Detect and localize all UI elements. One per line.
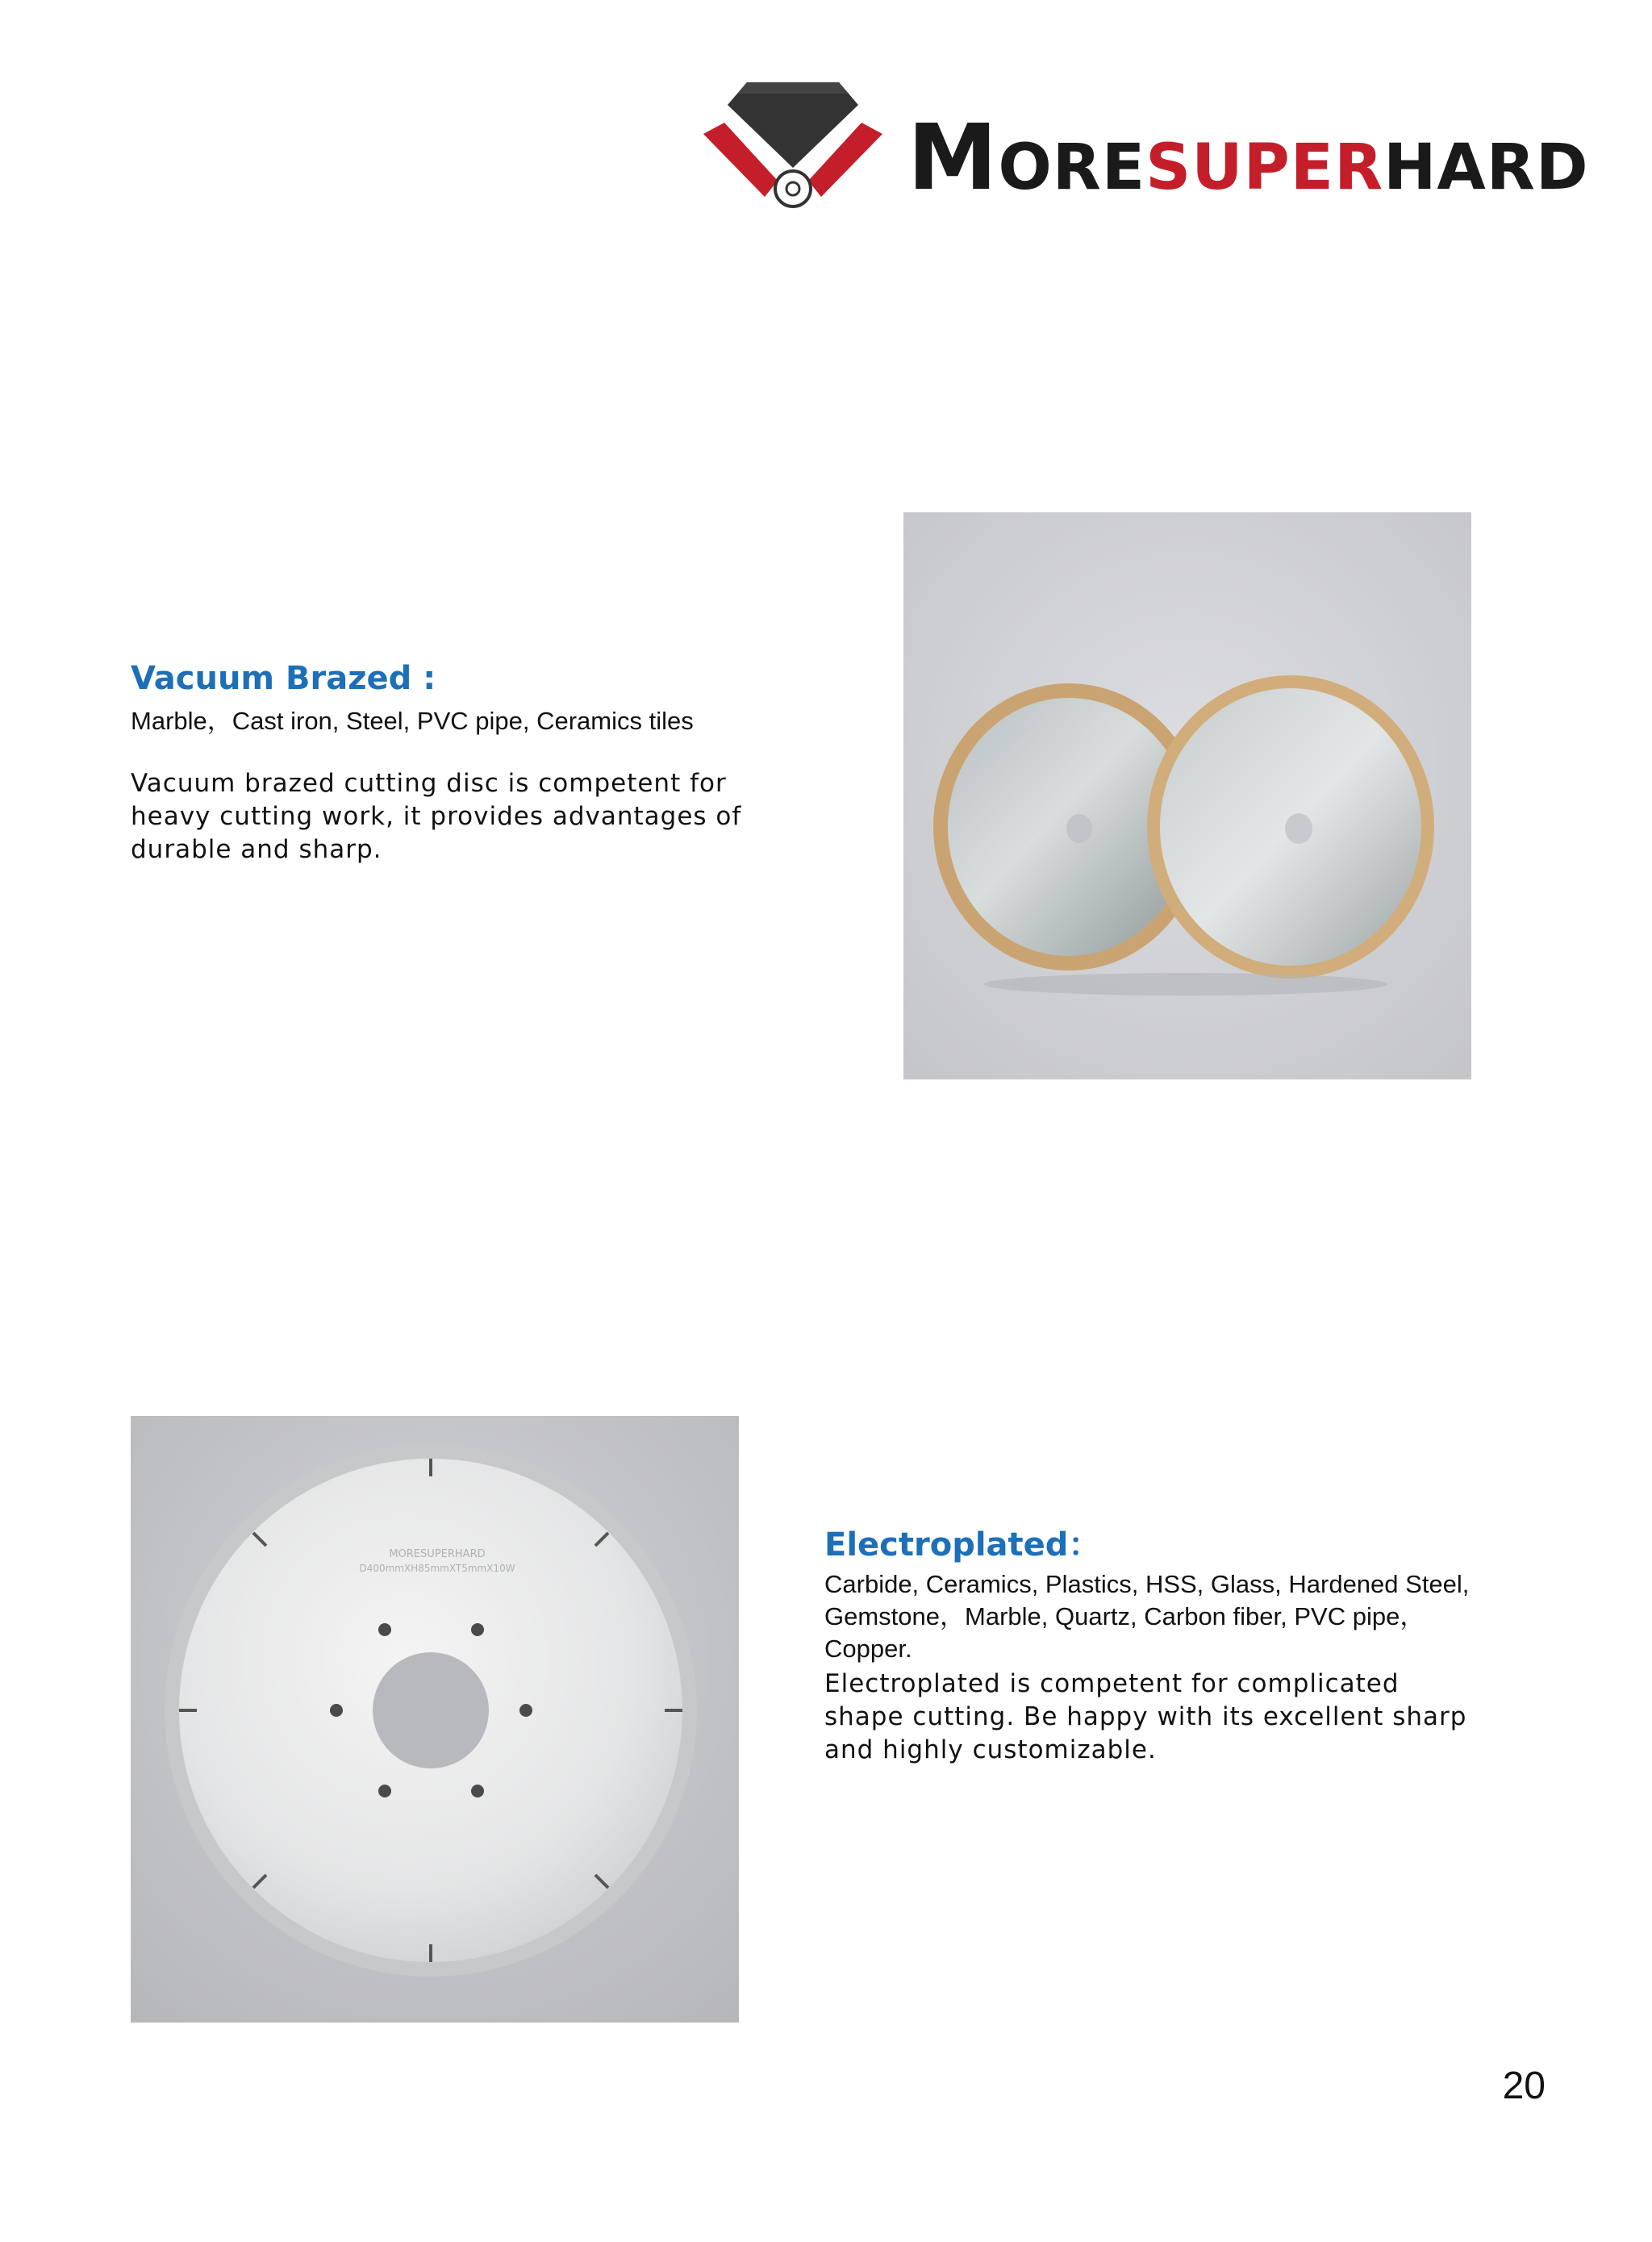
vacuum-brazed-materials: Marble，Cast iron, Steel, PVC pipe, Ceramics tiles xyxy=(131,707,694,735)
brand-logo xyxy=(700,77,1587,215)
electroplated-disc-photo xyxy=(131,1416,739,2023)
brand-word-more: ORE xyxy=(998,132,1146,204)
page-number: 20 xyxy=(1502,2065,1546,2107)
electroplated-title: Electroplated： xyxy=(824,1526,1101,1564)
disc-engraving-brand: MORESUPERHARD xyxy=(389,1548,486,1560)
brand-wordmark xyxy=(907,106,1589,211)
vacuum-brazed-title: Vacuum Brazed : xyxy=(131,660,436,697)
brand-initial: M xyxy=(907,106,999,211)
diamond-saw-logo-icon xyxy=(700,77,886,215)
electroplated-description: Electroplated is competent for complicated shape cutting. Be happy with its excellent sharp and highly customizable. xyxy=(824,1669,1467,1764)
vacuum-brazed-description: Vacuum brazed cutting disc is competent for heavy cutting work, it provides advantages of durable and sharp. xyxy=(131,769,742,864)
disc-engraving-spec: D400mmXH85mmXT5mmX10W xyxy=(359,1563,515,1574)
electroplated-materials: Carbide, Ceramics, Plastics, HSS, Glass, Hardened Steel, Gemstone，Marble, Quartz, Carbon fiber, PVC pipe，Copper. xyxy=(824,1570,1470,1663)
vacuum-brazed-discs-photo xyxy=(903,512,1471,1079)
brand-word-hard: HARD xyxy=(1383,132,1589,204)
brand-word-super: SUPER xyxy=(1145,132,1384,204)
